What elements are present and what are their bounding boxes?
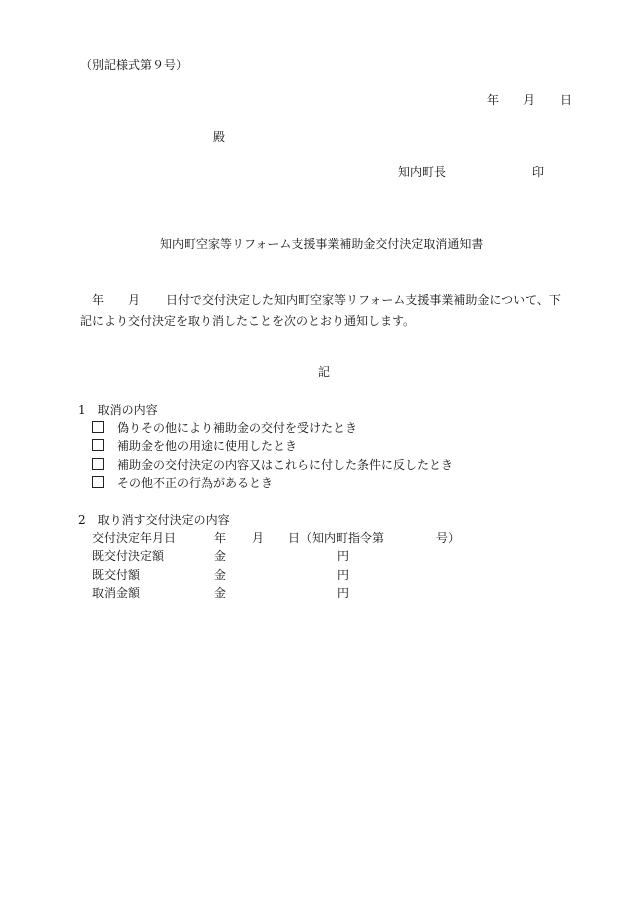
decision-month: 月 <box>252 531 265 545</box>
form-label: （別記様式第９号） <box>80 58 189 72</box>
checklist-item-label: 補助金の交付決定の内容又はこれらに付した条件に反したとき <box>117 458 454 472</box>
section-1-heading: 1 取消の内容 <box>78 403 158 417</box>
checklist-item-label: 偽りその他により補助金の交付を受けたとき <box>117 421 358 435</box>
date-day: 日 <box>560 93 573 107</box>
checklist-item <box>92 474 273 492</box>
amount-yen: 円 <box>337 586 350 600</box>
checklist-item <box>92 456 453 474</box>
amount-kin: 金 <box>214 586 227 600</box>
decision-day: 日 <box>288 531 301 545</box>
body-month: 月 <box>128 293 141 307</box>
checkbox-icon[interactable] <box>92 458 104 470</box>
seal-mark: 印 <box>532 165 545 179</box>
document-title: 知内町空家等リフォーム支援事業補助金交付決定取消通知書 <box>160 237 484 251</box>
checklist-item-label: 補助金を他の用途に使用したとき <box>117 439 298 453</box>
directive-prefix: （知内町指令第 <box>300 531 385 545</box>
date-year: 年 <box>487 93 500 107</box>
sender-title: 知内町長 <box>398 165 447 179</box>
decision-year: 年 <box>214 531 227 545</box>
amount-kin: 金 <box>214 568 227 582</box>
section-2-heading: 2 取り消す交付決定の内容 <box>78 513 230 527</box>
amount-yen: 円 <box>337 568 350 582</box>
body-year: 年 <box>92 293 105 307</box>
amount-label: 取消金額 <box>92 586 141 600</box>
amount-kin: 金 <box>214 549 227 563</box>
checklist-item-label: その他不正の行為があるとき <box>117 476 274 490</box>
checkbox-icon[interactable] <box>92 476 104 488</box>
amount-label: 既交付決定額 <box>92 549 165 563</box>
body-line1-rest: 日付で交付決定した知内町空家等リフォーム支援事業補助金について、下 <box>166 293 561 307</box>
date-month: 月 <box>523 93 536 107</box>
ki-heading: 記 <box>318 365 331 379</box>
addressee-suffix: 殿 <box>213 130 226 144</box>
checkbox-icon[interactable] <box>92 421 104 433</box>
checklist-item <box>92 437 297 455</box>
amount-yen: 円 <box>337 549 350 563</box>
checklist-item <box>92 419 357 437</box>
checkbox-icon[interactable] <box>92 439 104 451</box>
amount-label: 既交付額 <box>92 568 141 582</box>
directive-suffix: 号） <box>436 531 461 545</box>
body-line2: 記により交付決定を取り消したことを次のとおり通知します。 <box>80 314 416 328</box>
decision-date-label: 交付決定年月日 <box>92 531 177 545</box>
